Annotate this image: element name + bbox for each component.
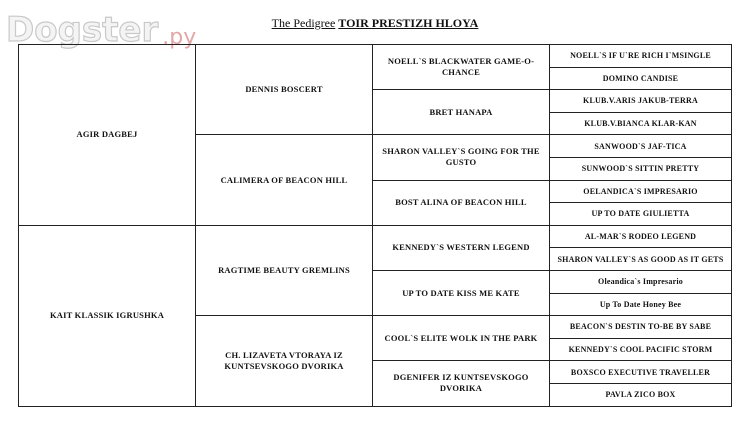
gen4-cell-1: NOELL`S IF U`RE RICH I`MSINGLE: [550, 45, 732, 68]
gen4-cell-5: SANWOOD`S JAF-TICA: [550, 135, 732, 158]
watermark-brand: Dogster: [6, 10, 159, 50]
sire-cell: AGIR DAGBEJ: [19, 45, 196, 226]
sire-dam-dam-cell: BOST ALINA OF BEACON HILL: [373, 180, 550, 225]
dam-dam-dam-cell: DGENIFER IZ KUNTSEVSKOGO DVORIKA: [373, 361, 550, 406]
gen4-cell-16: PAVLA ZICO BOX: [550, 383, 732, 406]
watermark-suffix: .ру: [162, 25, 197, 50]
sire-dam-cell: CALIMERA OF BEACON HILL: [196, 135, 373, 225]
dam-sire-dam-cell: UP TO DATE KISS ME KATE: [373, 270, 550, 315]
gen4-cell-11: Oleandica`s Impresario: [550, 270, 732, 293]
title-prefix: The Pedigree: [271, 16, 336, 30]
dam-dam-sire-cell: COOL`S ELITE WOLK IN THE PARK: [373, 316, 550, 361]
pedigree-row: [19, 45, 732, 68]
pedigree-table: [18, 44, 732, 407]
dam-sire-sire-cell: KENNEDY`S WESTERN LEGEND: [373, 225, 550, 270]
gen4-cell-15: BOXSCO EXECUTIVE TRAVELLER: [550, 361, 732, 384]
gen4-cell-7: OELANDICA`S IMPRESARIO: [550, 180, 732, 203]
pedigree-row: [19, 225, 732, 248]
page-title: [0, 15, 750, 31]
gen4-cell-10: SHARON VALLEY`S AS GOOD AS IT GETS: [550, 248, 732, 271]
gen4-cell-6: SUNWOOD`S SITTIN PRETTY: [550, 157, 732, 180]
sire-sire-dam-cell: BRET HANAPA: [373, 90, 550, 135]
title-dog-name: TOIR PRESTIZH HLOYA: [338, 16, 479, 30]
dam-cell: KAIT KLASSIK IGRUSHKA: [19, 225, 196, 406]
sire-sire-sire-cell: NOELL`S BLACKWATER GAME-O-CHANCE: [373, 45, 550, 90]
dam-dam-cell: CH. LIZAVETA VTORAYA IZ KUNTSEVSKOGO DVORIKA: [196, 316, 373, 406]
dam-sire-cell: RAGTIME BEAUTY GREMLINS: [196, 225, 373, 315]
gen4-cell-3: KLUB.V.ARIS JAKUB-TERRA: [550, 90, 732, 113]
gen4-cell-12: Up To Date Honey Bee: [550, 293, 732, 316]
gen4-cell-9: AL-MAR`S RODEO LEGEND: [550, 225, 732, 248]
gen4-cell-14: KENNEDY`S COOL PACIFIC STORM: [550, 338, 732, 361]
sire-dam-sire-cell: SHARON VALLEY`S GOING FOR THE GUSTO: [373, 135, 550, 180]
gen4-cell-4: KLUB.V.BIANCA KLAR-KAN: [550, 112, 732, 135]
gen4-cell-2: DOMINO CANDISE: [550, 67, 732, 90]
gen4-cell-8: UP TO DATE GIULIETTA: [550, 203, 732, 226]
gen4-cell-13: BEACON`S DESTIN TO-BE BY SABE: [550, 316, 732, 339]
sire-sire-cell: DENNIS BOSCERT: [196, 45, 373, 135]
